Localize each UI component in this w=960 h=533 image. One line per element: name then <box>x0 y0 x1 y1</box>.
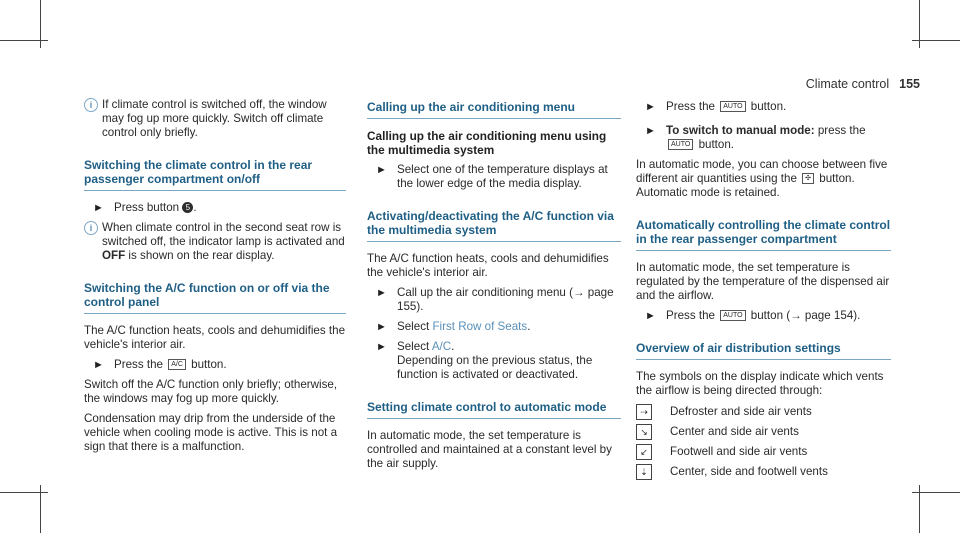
crop-mark <box>912 492 960 493</box>
paragraph: In automatic mode, the set temperature is controlled and maintained at a constant level by the air supply. <box>367 429 612 470</box>
arrow-icon: ► <box>645 310 656 322</box>
crop-mark <box>0 40 48 41</box>
instruction-step: ► Select A/C. Depending on the previous status, the function is activated or deactivated. <box>376 340 593 381</box>
header-title: Climate control <box>805 77 890 91</box>
column-right <box>636 98 891 484</box>
section-heading: Automatically controlling the climate control in the rear passenger compartment <box>636 218 891 251</box>
arrow-icon: ► <box>376 287 387 299</box>
arrow-icon: ► <box>93 359 104 371</box>
paragraph: The A/C function heats, cools and dehumidifies the vehicle's interior air. <box>367 252 609 279</box>
symbol-row: ↙ Footwell and side air vents <box>636 444 891 460</box>
instruction-step: ► Press the AUTO button (→ page 154). <box>645 309 861 322</box>
arrow-icon: ► <box>376 164 387 176</box>
info-note: i When climate control in the second seat row is switched off, the indicator lamp is activated and OFF is shown on the rear display. <box>84 221 346 263</box>
info-icon: i <box>84 221 98 235</box>
symbol-row: ⇢ Defroster and side air vents <box>636 404 891 420</box>
ac-button-icon: A/C <box>168 359 186 370</box>
fan-button-icon: ✣ <box>802 173 814 184</box>
paragraph: The A/C function heats, cools and dehumidifies the vehicle's interior air. <box>84 324 346 351</box>
page-header <box>806 77 920 91</box>
section-heading: Switching the A/C function on or off via the control panel <box>84 281 346 314</box>
section-heading: Activating/deactivating the A/C function via the multimedia system <box>367 209 621 242</box>
defrost-side-icon: ⇢ <box>636 404 652 420</box>
instruction-step: ► Press the A/C button. <box>93 358 227 371</box>
paragraph: In automatic mode, you can choose between five different air quantities using the ✣ button. Automatic mode is retained. <box>636 158 888 199</box>
column-middle <box>367 98 621 477</box>
crop-mark <box>912 40 960 41</box>
column-left <box>84 98 346 460</box>
crop-mark <box>0 492 48 493</box>
paragraph: Switch off the A/C function only briefly; otherwise, the windows may fog up more quickly. <box>84 378 338 405</box>
arrow-icon: ► <box>93 202 104 214</box>
instruction-step: ► Call up the air conditioning menu (→ page 155). <box>376 286 614 313</box>
instruction-step: ► Select one of the temperature displays at the lower edge of the media display. <box>376 163 608 190</box>
arrow-icon: ► <box>376 321 387 333</box>
symbol-row: ↘ Center and side air vents <box>636 424 891 440</box>
symbol-row: ⇣ Center, side and footwell vents <box>636 464 891 480</box>
instruction-step: ► To switch to manual mode: press the AUTO button. <box>645 124 866 151</box>
paragraph: In automatic mode, the set temperature is regulated by the temperature of the dispensed air and the airflow. <box>636 261 890 302</box>
center-side-footwell-icon: ⇣ <box>636 464 652 480</box>
paragraph: The symbols on the display indicate which vents the airflow is being directed through: <box>636 370 884 397</box>
section-heading: Switching the climate control in the rear passenger compartment on/off <box>84 158 346 191</box>
info-icon: i <box>84 98 98 112</box>
footwell-side-icon: ↙ <box>636 444 652 460</box>
center-side-icon: ↘ <box>636 424 652 440</box>
page-number: 155 <box>899 77 920 91</box>
arrow-icon: ► <box>645 125 656 137</box>
auto-button-icon: AUTO <box>720 101 745 112</box>
section-heading: Overview of air distribution settings <box>636 341 891 360</box>
arrow-icon: ► <box>376 341 387 353</box>
arrow-icon: ► <box>645 101 656 113</box>
sub-heading: Calling up the air conditioning menu using the multimedia system <box>367 129 607 157</box>
number-badge: 5 <box>182 202 193 213</box>
menu-link-ac[interactable]: A/C <box>431 340 452 353</box>
auto-button-icon: AUTO <box>720 310 745 321</box>
section-heading: Calling up the air conditioning menu <box>367 100 621 119</box>
instruction-step: ► Select First Row of Seats. <box>376 320 531 333</box>
section-heading: Setting climate control to automatic mode <box>367 400 621 419</box>
paragraph: Condensation may drip from the underside of the vehicle when cooling mode is active. This is not a sign that there is a malfunction. <box>84 412 338 453</box>
menu-link-first-row[interactable]: First Row of Seats <box>432 320 528 333</box>
instruction-step: ► Press the AUTO button. <box>645 100 787 113</box>
instruction-step: ► Press button 5 . <box>93 201 197 214</box>
info-note: i If climate control is switched off, the window may fog up more quickly. Switch off climate control only briefly. <box>84 98 346 140</box>
auto-button-icon: AUTO <box>668 139 693 150</box>
